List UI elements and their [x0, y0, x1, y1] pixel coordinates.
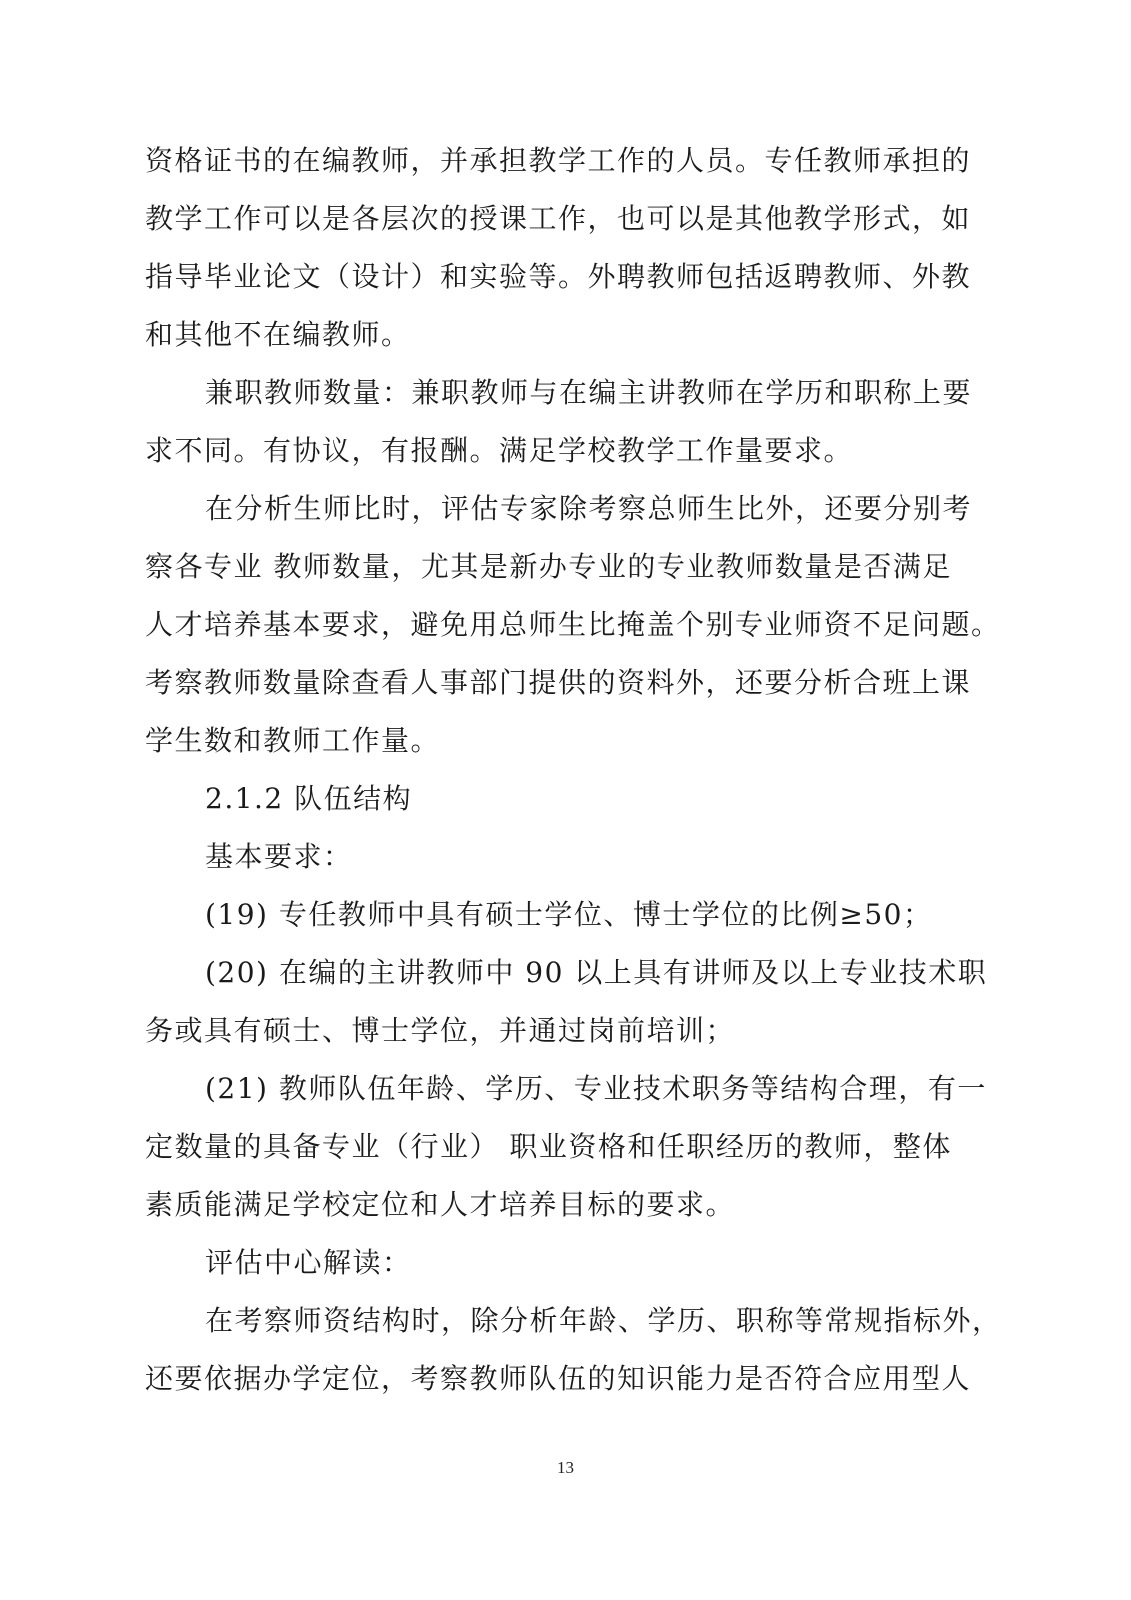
body-text-line: 素质能满足学校定位和人才培养目标的要求。	[145, 1188, 736, 1221]
paragraph-first-line: 兼职教师数量：兼职教师与在编主讲教师在学历和职称上要	[205, 376, 973, 409]
body-text-line: 考察教师数量除查看人事部门提供的资料外，还要分析合班上课	[145, 666, 972, 699]
body-text-line: 人才培养基本要求，避免用总师生比掩盖个别专业师资不足问题。	[145, 608, 1001, 641]
body-text-line: 务或具有硕士、博士学位，并通过岗前培训；	[145, 1014, 736, 1047]
page-number: 13	[557, 1458, 574, 1477]
body-text-line: 定数量的具备专业（行业） 职业资格和任职经历的教师，整体	[145, 1130, 952, 1163]
body-text-line: 求不同。有协议，有报酬。满足学校教学工作量要求。	[145, 434, 854, 467]
requirement-item-21: (21) 教师队伍年龄、学历、专业技术职务等结构合理，有一	[205, 1072, 987, 1105]
body-text-line: 和其他不在编教师。	[145, 318, 411, 351]
body-text-line: 察各专业 教师数量，尤其是新办专业的专业教师数量是否满足	[145, 550, 952, 583]
paragraph-first-line: 在分析生师比时，评估专家除考察总师生比外，还要分别考	[205, 492, 973, 525]
requirement-item-20: (20) 在编的主讲教师中 90 以上具有讲师及以上专业技术职	[205, 956, 988, 989]
body-text-line: 教学工作可以是各层次的授课工作，也可以是其他教学形式，如	[145, 202, 972, 235]
subheading-interpretation: 评估中心解读：	[205, 1246, 412, 1279]
subheading-basic-requirements: 基本要求：	[205, 840, 353, 873]
body-text-line: 资格证书的在编教师，并承担教学工作的人员。专任教师承担的	[145, 144, 972, 177]
section-heading: 2.1.2 队伍结构	[205, 782, 413, 815]
requirement-item-19: (19) 专任教师中具有硕士学位、博士学位的比例≥50；	[205, 898, 933, 931]
body-text-line: 还要依据办学定位，考察教师队伍的知识能力是否符合应用型人	[145, 1362, 972, 1395]
paragraph-first-line: 在考察师资结构时，除分析年龄、学历、职称等常规指标外，	[205, 1304, 1002, 1337]
body-text-line: 学生数和教师工作量。	[145, 724, 441, 757]
body-text-line: 指导毕业论文（设计）和实验等。外聘教师包括返聘教师、外教	[145, 260, 972, 293]
